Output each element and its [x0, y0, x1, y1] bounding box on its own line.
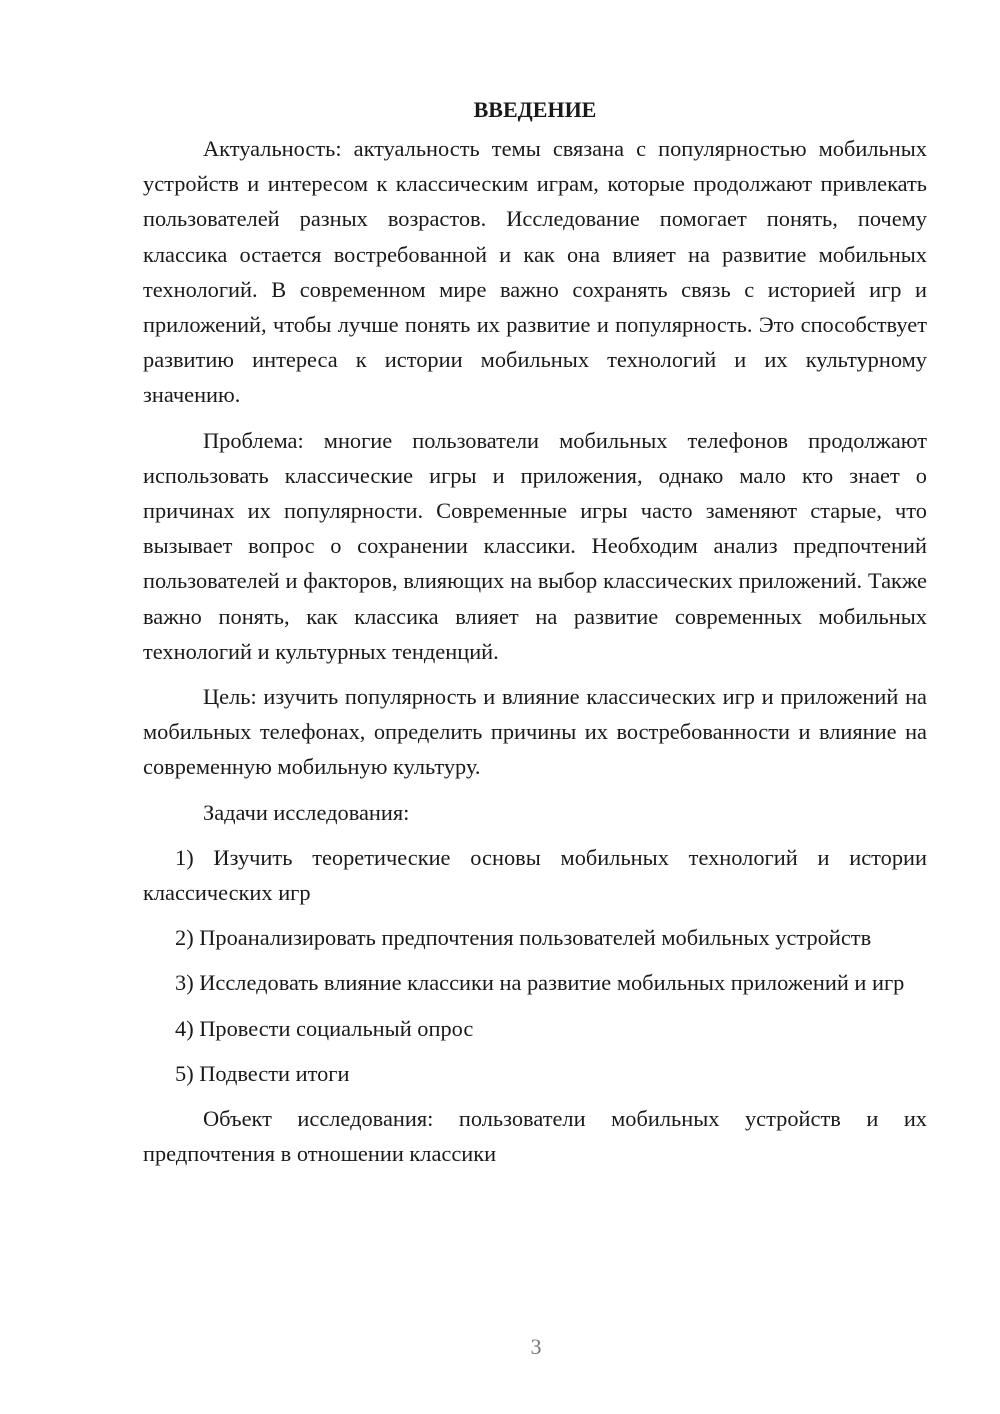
object-paragraph: Объект исследования: пользователи мобильных устройств и их предпочтения в отношении классики	[143, 1106, 927, 1167]
task-item-5: 5) Подвести итоги	[175, 1060, 350, 1086]
relevance-paragraph: Актуальность: актуальность темы связана с популярностью мобильных устройств и интересом к классическим играм, которые продолжают привлекать пользователей разных возрастов. Исследование помогает понять, почему классика остается востребованной и как она влияет на развитие мобильных технологий. В современном мире важно сохранять связь с историей игр и приложений, чтобы лучше понять их развитие и популярность. Это способствует развитию интереса к истории мобильных технологий и их культурному значению.	[143, 136, 927, 408]
document-page	[143, 92, 927, 1171]
task-item-4: 4) Провести социальный опрос	[175, 1015, 474, 1041]
task-item-3: 3) Исследовать влияние классики на развитие мобильных приложений и игр	[175, 970, 905, 996]
page-number: 3	[530, 1334, 542, 1359]
problem-paragraph: Проблема: многие пользователи мобильных телефонов продолжают использовать классические игры и приложения, однако мало кто знает о причинах их популярности. Современные игры часто заменяют старые, что вызывает вопрос о сохранении классики. Необходим анализ предпочтений пользователей и факторов, влияющих на выбор классических приложений. Также важно понять, как классика влияет на развитие современных мобильных технологий и культурных тенденций.	[143, 427, 927, 664]
goal-paragraph: Цель: изучить популярность и влияние классических игр и приложений на мобильных телефонах, определить причины их востребованности и влияние на современную мобильную культуру.	[143, 684, 927, 780]
task-item-2: 2) Проанализировать предпочтения пользователей мобильных устройств	[175, 925, 872, 951]
tasks-heading: Задачи исследования:	[203, 799, 410, 825]
task-item-1: 1) Изучить теоретические основы мобильных технологий и истории классических игр	[143, 844, 927, 906]
section-title: ВВЕДЕНИЕ	[473, 97, 597, 122]
